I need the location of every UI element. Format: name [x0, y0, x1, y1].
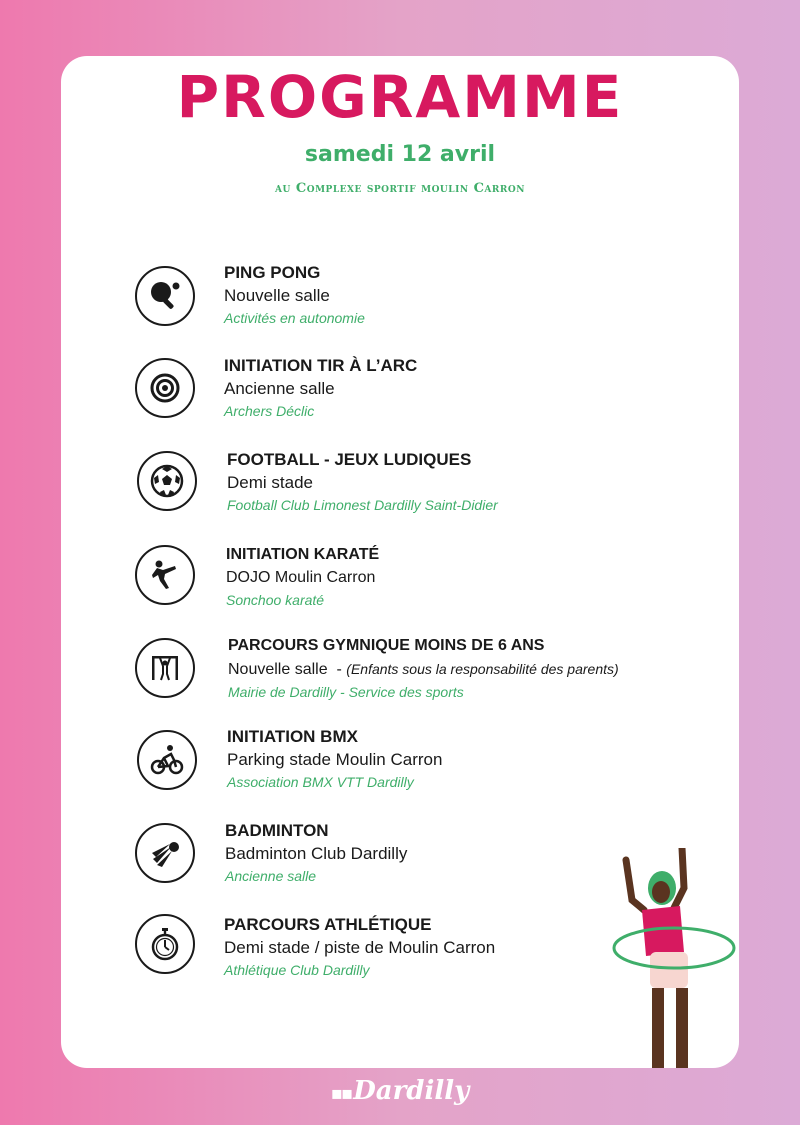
- ping-pong-icon: [135, 266, 195, 326]
- stopwatch-icon: [135, 914, 195, 974]
- activity-place: Parking stade Moulin Carron: [227, 750, 443, 769]
- activity-organizer: Athlétique Club Dardilly: [224, 962, 370, 978]
- list-item: [227, 449, 498, 515]
- archery-target-icon: [135, 358, 195, 418]
- activity-organizer: Sonchoo karaté: [226, 592, 325, 608]
- dardilly-logo: ▪▪Dardilly: [330, 1076, 470, 1106]
- activity-place: Ancienne salle: [224, 379, 335, 398]
- page-title: PROGRAMME: [176, 63, 624, 131]
- karate-icon: [135, 545, 195, 605]
- activity-place: Nouvelle salle: [228, 661, 328, 678]
- activity-place: Demi stade: [227, 473, 313, 492]
- gymnastics-icon: [135, 638, 195, 698]
- list-item: [224, 355, 417, 421]
- event-date: samedi 12 avril: [304, 142, 496, 167]
- activity-organizer: Activités en autonomie: [224, 310, 365, 326]
- soccer-ball-icon: [137, 451, 197, 511]
- event-venue: au Complexe sportif moulin Carron: [275, 181, 525, 196]
- logo-text: Dardilly: [353, 1076, 470, 1106]
- activity-place: Demi stade / piste de Moulin Carron: [224, 938, 496, 957]
- activity-organizer: Mairie de Dardilly - Service des sports: [228, 684, 464, 700]
- list-item: [226, 544, 379, 610]
- activity-organizer: Archers Déclic: [224, 403, 315, 419]
- activity-place: Badminton Club Dardilly: [225, 844, 408, 863]
- shuttlecock-icon: [135, 823, 195, 883]
- activity-name: PARCOURS GYMNIQUE MOINS DE 6 ANS: [228, 637, 545, 654]
- activity-name: INITIATION TIR À L’ARC: [224, 356, 418, 375]
- bmx-bike-icon: [137, 730, 197, 790]
- activity-place: Nouvelle salle: [224, 286, 330, 305]
- activity-place: DOJO Moulin Carron: [226, 569, 376, 586]
- list-item: [225, 820, 407, 886]
- list-item: [227, 726, 442, 792]
- activity-name: BADMINTON: [225, 821, 329, 840]
- activity-name: INITIATION BMX: [227, 727, 358, 746]
- list-item: [224, 262, 365, 328]
- activity-name: FOOTBALL - JEUX LUDIQUES: [227, 450, 472, 469]
- activity-note: (Enfants sous la responsabilité des parents): [346, 661, 619, 677]
- hula-hoop-illustration: [606, 848, 736, 1076]
- activity-name: INITIATION KARATÉ: [226, 546, 380, 563]
- activity-name: PARCOURS ATHLÉTIQUE: [224, 915, 432, 934]
- list-item: [224, 914, 495, 980]
- list-item: PARCOURS GYMNIQUE MOINS DE 6 ANS Nouvelle salle - (Enfants sous la responsabilité des parents) Mairie de Dardilly - Service des sports: [228, 637, 619, 700]
- activity-name: PING PONG: [224, 263, 321, 282]
- activity-organizer: Ancienne salle: [225, 868, 317, 884]
- activity-organizer: Association BMX VTT Dardilly: [227, 774, 414, 790]
- activity-organizer: Football Club Limonest Dardilly Saint-Didier: [227, 497, 498, 513]
